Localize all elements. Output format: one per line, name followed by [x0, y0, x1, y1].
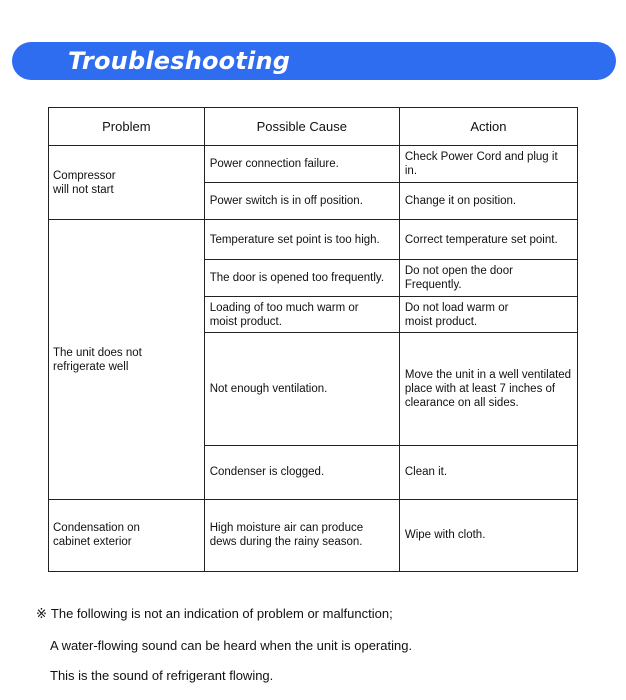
action-cell: Correct temperature set point. [399, 220, 577, 260]
cause-cell [204, 499, 399, 571]
reference-mark-icon: ※ [36, 606, 47, 621]
table-row [49, 146, 578, 183]
header-action: Action [399, 108, 577, 146]
problem-text: Compressor will not start [53, 169, 116, 196]
action-cell: Clean it. [399, 445, 577, 499]
problem-cell [49, 499, 205, 571]
title-banner [12, 42, 616, 80]
problem-cell [49, 146, 205, 220]
table-header-row [49, 108, 578, 146]
cause-cell: Not enough ventilation. [204, 333, 399, 445]
problem-cell [49, 220, 205, 500]
cause-cell: Power connection failure. [204, 146, 399, 183]
cause-cell: Temperature set point is too high. [204, 220, 399, 260]
cause-text: Loading of too much warm or moist product. [209, 301, 359, 328]
header-possible-cause: Possible Cause [204, 108, 399, 146]
action-cell [399, 260, 577, 297]
troubleshooting-table [48, 107, 578, 572]
note-line-2: A water-flowing sound can be heard when the unit is operating. [50, 638, 413, 653]
action-cell [399, 297, 577, 333]
action-text: Do not open the door Frequently. [404, 265, 513, 292]
cause-text: High moisture air can produce dews during the rainy season. [209, 522, 364, 549]
problem-text: The unit does not refrigerate well [53, 346, 142, 373]
table-row [49, 499, 578, 571]
action-text: Do not load warm or moist product. [404, 301, 509, 328]
header-problem: Problem [49, 108, 205, 146]
note-line-1 [36, 606, 393, 622]
cause-cell [204, 297, 399, 333]
action-cell: Check Power Cord and plug it in. [399, 146, 577, 183]
action-cell: Move the unit in a well ventilated place with at least 7 inches of clearance on all sides. [399, 333, 577, 445]
problem-text: Condensation on cabinet exterior [53, 522, 140, 549]
cause-cell: Power switch is in off position. [204, 183, 399, 220]
table-row [49, 220, 578, 260]
page-title: Troubleshooting [68, 47, 291, 75]
action-cell: Change it on position. [399, 183, 577, 220]
note-text-1: The following is not an indication of problem or malfunction; [50, 606, 393, 621]
note-line-3: This is the sound of refrigerant flowing. [50, 668, 274, 683]
action-cell: Wipe with cloth. [399, 499, 577, 571]
cause-cell: Condenser is clogged. [204, 445, 399, 499]
cause-cell: The door is opened too frequently. [204, 260, 399, 297]
